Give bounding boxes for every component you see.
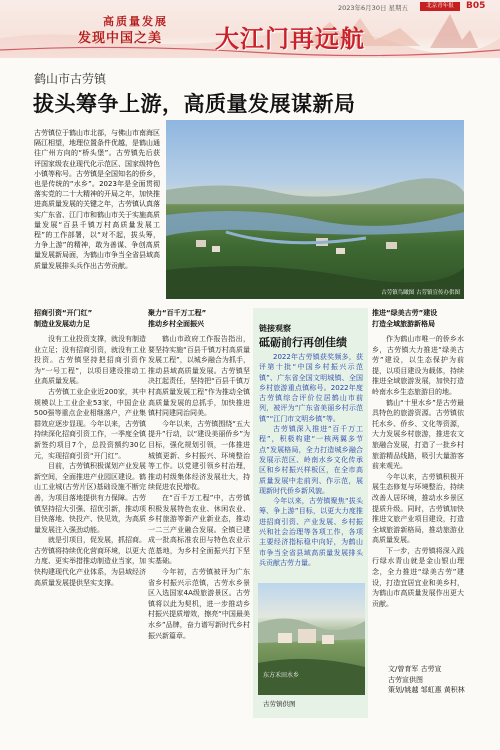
photo-caption: 古劳镇鸟瞰图 古劳镇宣传办供图: [381, 290, 460, 296]
paragraph: 古劳镇工业企业近200家，其中规模以上工业企业53家，中国企业500强等重点企业相继落户，产业集群效应逐步显现。今年以来，古劳镇持续深化招商引资工作，一季度全镇新签约项目7个，总投资额约30亿元，实现招商引资“开门红”。: [34, 387, 146, 460]
byline: [388, 664, 488, 696]
sidebar-box-title: 砥砺前行再创佳绩: [259, 336, 347, 349]
sidebar-box-label: 链接观察: [259, 324, 291, 333]
theme-title: 大江门再远航: [215, 24, 365, 53]
paragraph: 今年以来，古劳镇积极开展生态修复与环境整治，持续改善人居环境，推动水乡景区提质升级。同时，古劳镇加快推进文旅产业项目建设，打造全域旅游新格局，推动旅游业高质量发展。: [372, 472, 464, 545]
headline: 拔头筹争上游，高质量发展谋新局: [33, 92, 356, 116]
column-rural-heading-2: 推动乡村全面振兴: [148, 320, 204, 328]
page-number: B05: [466, 1, 486, 11]
kicker: 鹤山市古劳镇: [34, 72, 107, 86]
page-banner: [0, 0, 500, 58]
paragraph: 鹤山市政府工作报告指出，要坚持实施“百县千镇万村高质量发展工程”，以城乡融合为抓手，推动县域高质量发展。古劳镇坚决扛起责任，坚持把“百县千镇万村高质量发展工程”作为推动全镇高质量发展的总抓手，加快推进镇村同建同治同美。: [148, 335, 250, 418]
paragraph: 在“百千万工程”中，古劳镇积极发展特色农业、休闲农业、乡村旅游等新产业新业态，推动一二三产业融合发展。全镇已建成一批高标准农田与特色农业示范基地，为乡村全面振兴打下坚实基础。: [148, 493, 250, 566]
edition-badge: 北京青年报: [420, 2, 460, 11]
paragraph: 目前，古劳镇积极谋划产业发展新空间，全面推进产业园区建设。鹤山工业城(古劳片区)基础设施不断完善，为项目落地提供有力保障。古劳镇坚持招大引强、招优引新，推动项目快落地、快投产、快见效，为高质量发展注入强劲动能。: [34, 462, 146, 534]
column-investment-heading-2: 制造业发展动力足: [34, 320, 90, 328]
byline-photo: 古劳宣供图: [388, 675, 423, 684]
column-rural-heading-1: 聚力“百千万工程”: [148, 309, 207, 317]
paragraph: 今年初，古劳镇被评为广东省乡村振兴示范镇，古劳水乡景区入选国家4A级旅游景区。古劳镇将以此为契机，进一步推动乡村振兴提质增效，擦亮“中国最美水乡”品牌，奋力谱写新时代乡村振兴新篇章。: [148, 568, 250, 640]
paragraph: 就是引项目，促发展，抓招商。古劳镇将持续优化营商环境，以更大力度、更实举措推动制造业当家，加快构建现代化产业体系，为县域经济高质量发展提供坚实支撑。: [34, 536, 146, 587]
column-investment: [34, 308, 146, 720]
column-investment-heading-1: 招商引资“开门红”: [34, 309, 93, 317]
column-tourism-heading-2: 打造全域旅游新格局: [372, 320, 435, 328]
aerial-photo: [166, 120, 464, 299]
paragraph: 没有工业投资支撑，就没有制造业立足；没有招商引资，就没有工业投资。古劳镇坚持把招商引资作为“一号工程”，以项目建设推动工业高质量发展。: [34, 335, 146, 386]
series-subtitle: 发现中国之美: [78, 31, 163, 46]
paragraph: 古劳镇深入推进“百千万工程”，积极构建“一核两翼多节点”发展格局，全力打造城乡融合发展示范区、岭南水乡文化传承区和乡村振兴样板区，在全市高质量发展中走前列、作示范，展现新时代侨乡新风貌。: [259, 425, 363, 495]
series-title: 高质量发展: [103, 15, 168, 28]
paragraph: 今年以来，古劳镇聚焦“拔头筹、争上游”目标，以更大力度推进招商引资、产业发展、乡村振兴和社会治理等各项工作，各项主要经济指标稳中向好，为鹤山市争当全省县域高质量发展排头兵贡献古劳力量。: [259, 497, 363, 567]
paragraph: 2022年古劳镇获奖频多，获评第十批“中国乡村振兴示范镇”、广东省全国文明城镇、全国乡村旅游重点镇称号。2022年度古劳镇综合评价位居鹤山市前列，被评为“广东省美丽乡村示范镇”“江门市文明乡镇”等。: [259, 353, 363, 423]
paragraph: 鹤山“十里水乡”是古劳最具特色的旅游资源。古劳镇依托水乡、侨乡、文化等资源，大力发展乡村旅游，推进农文旅融合发展，打造了一批乡村旅游精品线路，吸引大量游客前来观光。: [372, 398, 464, 471]
issue-date: 2023年6月30日 星期五: [338, 4, 409, 12]
lead-paragraph: 古劳镇位于鹤山市北部，与佛山市南海区隔江相望，地理位置条件优越，是鹤山通往广州方向的“桥头堡”。古劳镇先后获评国家级农业现代化示范区、国家级特色小镇等称号。古劳镇是全国知名的侨乡，也是传统的“水乡”。2023年是全面贯彻落实党的二十大精神的开局之年，加快推进高质量发展的关键之年，古劳镇认真落实广东省、江门市和鹤山市关于实施高质量发展“百县千镇万村高质量发展工程”的工作部署，以“对不起，拔头筹，力争上游”的精神，敢为善谋、争创高质量发展新局面，为鹤山市争当全省县域高质量发展排头兵作出古劳贡献。: [34, 129, 160, 270]
byline-editors: 策划/姚越 邹虹惠 黄积林: [388, 686, 465, 694]
inset-credit: 古劳镇供图: [263, 700, 296, 708]
column-tourism-heading-1: 推进“绿美古劳”建设: [372, 309, 438, 317]
sidebar-box-body: [259, 352, 363, 580]
byline-author: 文/曾育军 古劳宣: [388, 665, 442, 673]
paragraph: 作为鹤山市唯一的侨乡水乡，古劳镇大力推进“绿美古劳”建设，以生态保护为前提，以项目建设为载体，持续推进全域旅游发展，加快打造岭南水乡生态旅游目的地。: [372, 335, 464, 396]
paragraph: 下一步，古劳镇将深入践行绿水青山就是金山银山理念，全力推进“绿美古劳”建设，打造宜居宜业和美乡村，为鹤山市高质量发展作出更大贡献。: [372, 546, 464, 608]
inset-caption: 东方禾田水乡: [263, 672, 300, 679]
column-tourism: [372, 308, 464, 660]
aerial-landscape-drawing: [166, 120, 464, 299]
paragraph: 今年以来，古劳镇围绕“五大提升”行动，以“建设美丽侨乡”为目标，强化规划引领，一体推进城镇更新、乡村振兴、环境整治等工作。以党建引领乡村治理，推动村级集体经济发展壮大，持续促进农民增收。: [148, 419, 250, 492]
column-rural: [148, 308, 250, 720]
